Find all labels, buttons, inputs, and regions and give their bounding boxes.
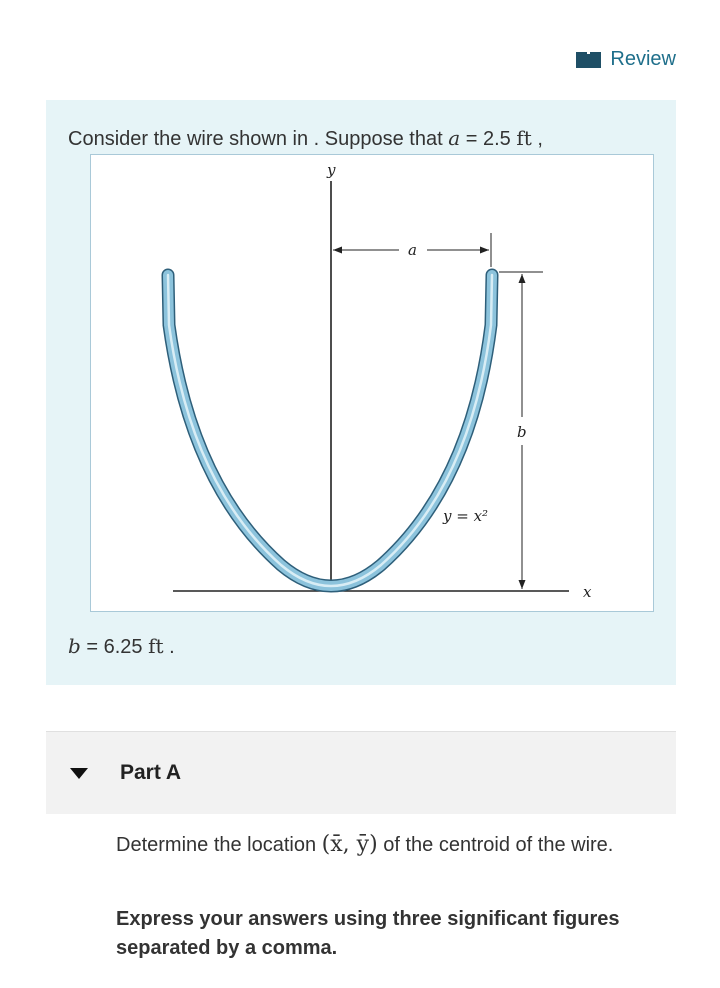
book-icon <box>576 51 602 69</box>
problem-intro <box>68 126 543 151</box>
tail-b: . <box>163 636 175 658</box>
problem-b-value <box>68 634 175 659</box>
review-link[interactable] <box>576 48 676 71</box>
unit-ft-b: ft <box>148 634 164 658</box>
dim-b-label: b <box>517 423 527 441</box>
part-a-toggle[interactable] <box>46 731 676 814</box>
dim-a-arrow-left <box>333 247 342 254</box>
part-a-title: Part A <box>120 761 182 784</box>
wire-highlight <box>168 275 492 586</box>
wire-body <box>168 275 492 586</box>
intro-text: Consider the wire shown in . Suppose that <box>68 128 449 150</box>
problem-statement <box>46 100 676 685</box>
caret-down-icon <box>70 768 88 779</box>
wire-outline <box>168 275 492 586</box>
var-a: a <box>448 126 461 150</box>
part-a-instruction: Express your answers using three significant figures separated by a comma. <box>116 908 620 959</box>
review-label: Review <box>610 48 676 70</box>
wire-figure <box>90 154 654 612</box>
dim-a-arrow-right <box>480 247 489 254</box>
dim-b-arrow-top <box>519 274 526 283</box>
dim-a-label: a <box>408 241 417 259</box>
unit-ft-a: ft <box>516 126 532 150</box>
part-a-question <box>116 830 661 860</box>
x-axis-label: x <box>583 583 592 601</box>
eq-a: = 2.5 <box>460 128 517 150</box>
question-after: of the centroid of the wire. <box>377 834 614 856</box>
question-before: Determine the location <box>116 834 322 856</box>
tail-a: , <box>531 128 543 150</box>
var-b: b <box>68 634 81 658</box>
eq-b: = 6.25 <box>80 636 149 658</box>
curve-equation-label: y = x² <box>443 507 489 525</box>
wire-diagram <box>91 155 653 611</box>
centroid-symbol: (x̄, ȳ) <box>321 832 378 857</box>
y-axis-label: y <box>327 161 336 179</box>
dim-b-arrow-bottom <box>519 580 526 589</box>
